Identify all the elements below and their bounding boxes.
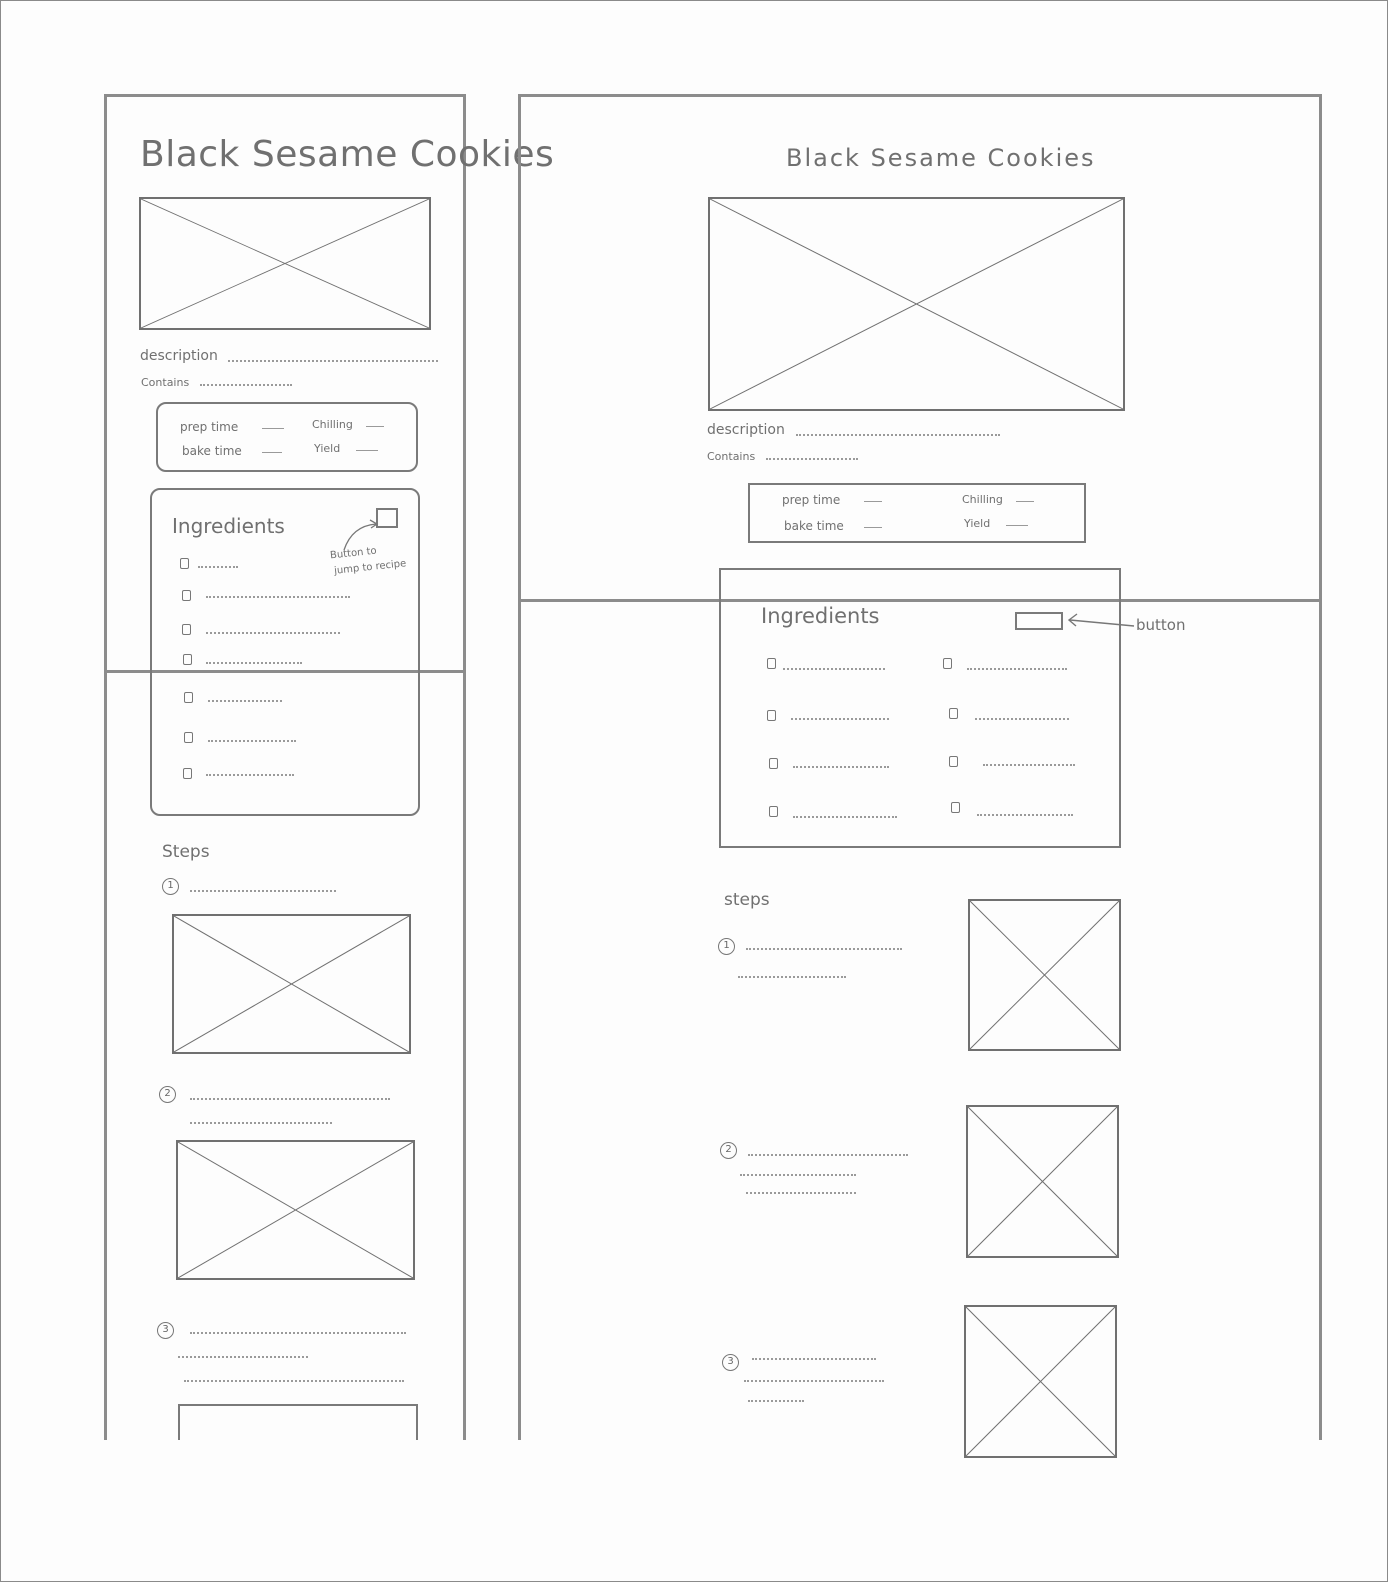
mobile-ingredient-checkbox[interactable] — [180, 558, 189, 569]
desktop-step-image-placeholder — [968, 899, 1121, 1051]
mobile-step-image-placeholder-partial — [178, 1404, 418, 1440]
mobile-ingredient-text — [206, 774, 294, 776]
desktop-ingredient-text — [793, 766, 889, 768]
desktop-step-text — [752, 1358, 876, 1360]
desktop-contains-text-placeholder — [766, 458, 858, 460]
mobile-step-text — [190, 890, 336, 892]
mobile-ingredient-text — [208, 740, 296, 742]
desktop-step-image-placeholder — [964, 1305, 1117, 1458]
mobile-ingredient-checkbox[interactable] — [183, 768, 192, 779]
mobile-chilling-label: Chilling — [312, 418, 353, 431]
desktop-step-text — [744, 1380, 884, 1382]
mobile-step-text — [190, 1098, 390, 1100]
mobile-steps-heading: Steps — [162, 842, 210, 862]
desktop-step-text — [748, 1400, 804, 1402]
desktop-button-annotation: button — [1136, 616, 1186, 634]
mobile-ingredient-checkbox[interactable] — [183, 654, 192, 665]
mobile-ingredients-heading: Ingredients — [172, 514, 285, 538]
mobile-step-number: 1 — [162, 878, 179, 895]
desktop-ingredient-checkbox[interactable] — [949, 756, 958, 767]
mobile-button-annotation-line1: Button to — [329, 545, 378, 562]
mobile-chilling-value — [366, 426, 384, 427]
desktop-bake-time-value — [864, 527, 882, 528]
desktop-ingredient-text — [791, 718, 889, 720]
mobile-step-text — [178, 1356, 308, 1358]
desktop-step-text — [746, 1192, 856, 1194]
mobile-step-number: 3 — [157, 1322, 174, 1339]
desktop-description-label: description — [707, 422, 785, 438]
mobile-prep-time-label: prep time — [180, 420, 239, 434]
desktop-yield-label: Yield — [964, 517, 991, 530]
desktop-ingredient-text — [967, 668, 1067, 670]
mobile-step-image-placeholder — [172, 914, 411, 1054]
desktop-ingredient-text — [983, 764, 1075, 766]
desktop-title: Black Sesame Cookies — [786, 144, 1096, 172]
desktop-ingredient-checkbox[interactable] — [769, 806, 778, 817]
desktop-ingredient-checkbox[interactable] — [949, 708, 958, 719]
desktop-yield-value — [1006, 525, 1028, 526]
desktop-ingredient-text — [977, 814, 1073, 816]
desktop-ingredient-checkbox[interactable] — [769, 758, 778, 769]
mobile-ingredient-text — [206, 596, 350, 598]
desktop-ingredient-text — [975, 718, 1069, 720]
desktop-chilling-value — [1016, 501, 1034, 502]
desktop-step-text — [740, 1174, 856, 1176]
desktop-bake-time-label: bake time — [784, 519, 844, 533]
mobile-contains-text-placeholder — [200, 384, 292, 386]
mobile-ingredient-text — [206, 632, 340, 634]
desktop-annotation-arrow-icon — [1064, 612, 1136, 632]
mobile-ingredient-text — [208, 700, 282, 702]
mobile-contains-label: Contains — [141, 376, 190, 389]
desktop-jump-to-recipe-button[interactable] — [1015, 612, 1063, 630]
desktop-step-number: 1 — [718, 938, 735, 955]
desktop-ingredient-text — [783, 668, 885, 670]
mobile-button-annotation-line2: jump to recipe — [333, 558, 407, 577]
desktop-ingredient-checkbox[interactable] — [951, 802, 960, 813]
desktop-step-image-placeholder — [966, 1105, 1119, 1258]
desktop-ingredient-checkbox[interactable] — [767, 658, 776, 669]
desktop-recipe-info-box — [748, 483, 1086, 543]
mobile-ingredients-box — [150, 488, 420, 816]
mobile-ingredient-checkbox[interactable] — [182, 590, 191, 601]
desktop-step-text — [746, 948, 902, 950]
mobile-bake-time-value — [262, 452, 282, 453]
mobile-step-text — [190, 1122, 332, 1124]
mobile-recipe-info-box — [156, 402, 418, 472]
desktop-chilling-label: Chilling — [962, 493, 1003, 506]
mobile-ingredient-text — [198, 566, 238, 568]
mobile-ingredient-text — [206, 662, 302, 664]
desktop-ingredients-heading: Ingredients — [761, 604, 880, 628]
mobile-prep-time-value — [262, 428, 284, 429]
desktop-step-text — [748, 1154, 908, 1156]
desktop-description-text-placeholder — [796, 434, 1000, 436]
desktop-ingredient-text — [793, 816, 897, 818]
mobile-description-text-placeholder — [228, 360, 438, 362]
mobile-bake-time-label: bake time — [182, 444, 242, 458]
mobile-step-image-placeholder — [176, 1140, 415, 1280]
mobile-hero-image-placeholder — [139, 197, 431, 330]
desktop-ingredient-checkbox[interactable] — [943, 658, 952, 669]
mobile-step-number: 2 — [159, 1086, 176, 1103]
desktop-step-number: 3 — [722, 1354, 739, 1371]
desktop-ingredient-checkbox[interactable] — [767, 710, 776, 721]
mobile-yield-label: Yield — [314, 442, 341, 455]
desktop-step-number: 2 — [720, 1142, 737, 1159]
mobile-title: Black Sesame Cookies — [140, 134, 555, 175]
desktop-contains-label: Contains — [707, 450, 756, 463]
mobile-ingredient-checkbox[interactable] — [182, 624, 191, 635]
mobile-description-label: description — [140, 348, 218, 364]
desktop-ingredients-box — [719, 568, 1121, 848]
mobile-step-text — [190, 1332, 406, 1334]
desktop-steps-heading: steps — [724, 890, 770, 910]
desktop-hero-image-placeholder — [708, 197, 1125, 411]
mobile-yield-value — [356, 450, 378, 451]
desktop-prep-time-value — [864, 501, 882, 502]
mobile-ingredient-checkbox[interactable] — [184, 692, 193, 703]
desktop-step-text — [738, 976, 846, 978]
mobile-ingredient-checkbox[interactable] — [184, 732, 193, 743]
mobile-step-text — [184, 1380, 404, 1382]
desktop-prep-time-label: prep time — [782, 493, 841, 507]
